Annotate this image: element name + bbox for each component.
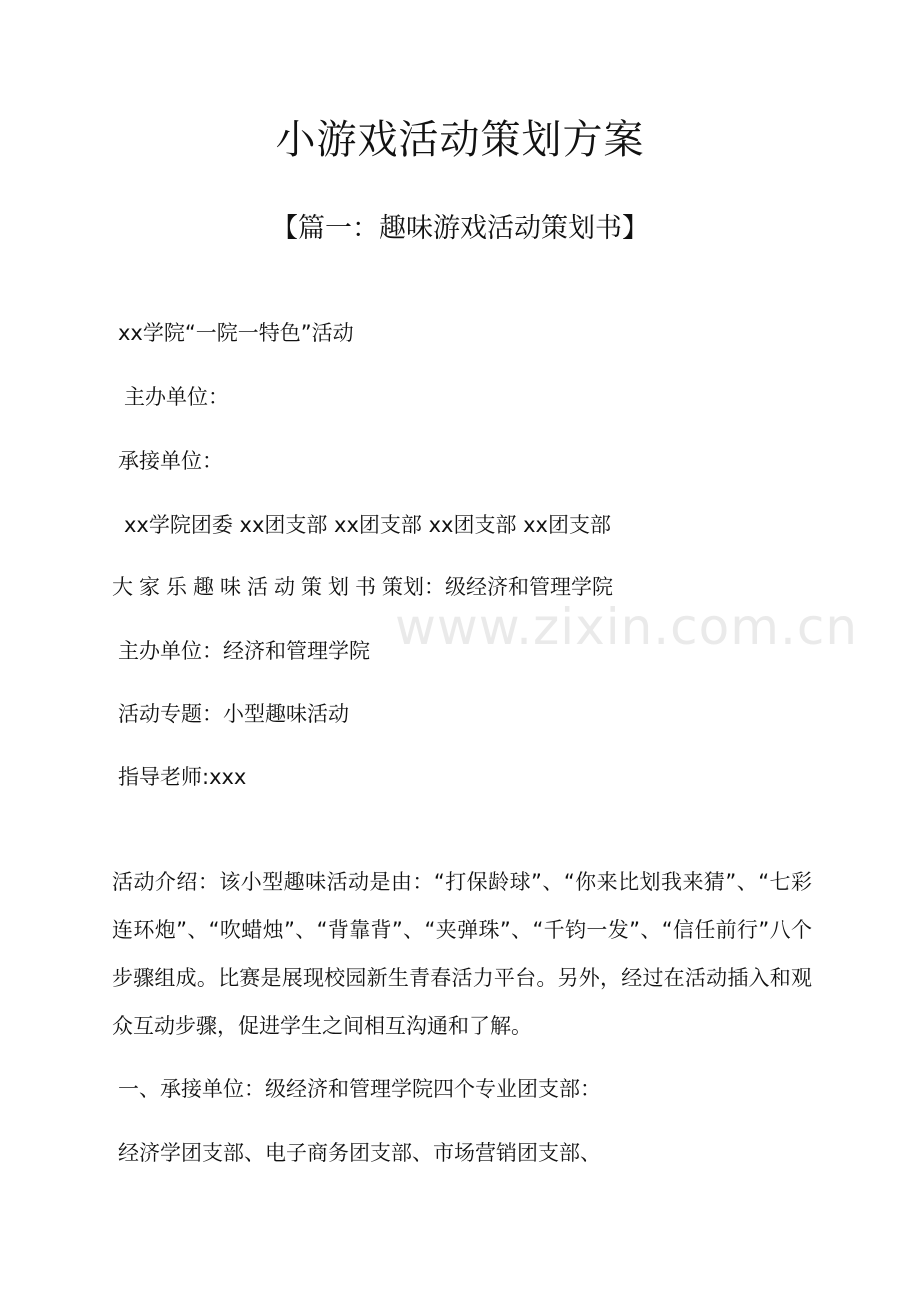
section-1-detail: 经济学团支部、电子商务团支部、市场营销团支部、 <box>118 1141 601 1165</box>
document-subtitle: 【篇一：趣味游戏活动策划书】 <box>271 213 649 244</box>
undertaker-label: 承接单位： <box>118 449 223 473</box>
advisor-line: 指导老师:xxx <box>118 765 247 789</box>
section-1-heading: 一、承接单位：级经济和管理学院四个专业团支部： <box>118 1077 601 1101</box>
document-title: 小游戏活动策划方案 <box>275 117 645 163</box>
planner: 策划：级经济和管理学院 <box>382 575 613 599</box>
planning-line <box>112 572 613 602</box>
activity-intro-paragraph: 活动介绍：该小型趣味活动是由：“打保龄球”、“你来比划我来猜”、“七彩连环炮”、“吹蜡烛”、“背靠背”、“夹弹珠”、“千钧一发”、“信任前行”八个步骤组成。比赛是展现校园新生青春活力平台。另外，经过在活动插入和观众互动步骤，促进学生之间相互沟通和了解。 <box>112 870 812 1038</box>
watermark: www.zixin.com.cn <box>395 598 859 656</box>
event-name-line: xx学院“一院一特色”活动 <box>118 321 354 345</box>
organizer-label: 主办单位： <box>124 385 229 409</box>
host-unit-line: 主办单位：经济和管理学院 <box>118 639 370 663</box>
undertaker-units: xx学院团委 xx团支部 xx团支部 xx团支部 xx团支部 <box>124 513 611 537</box>
activity-topic-line: 活动专题：小型趣味活动 <box>118 702 349 726</box>
plan-title: 大家乐趣味活动策划书 <box>112 575 382 599</box>
